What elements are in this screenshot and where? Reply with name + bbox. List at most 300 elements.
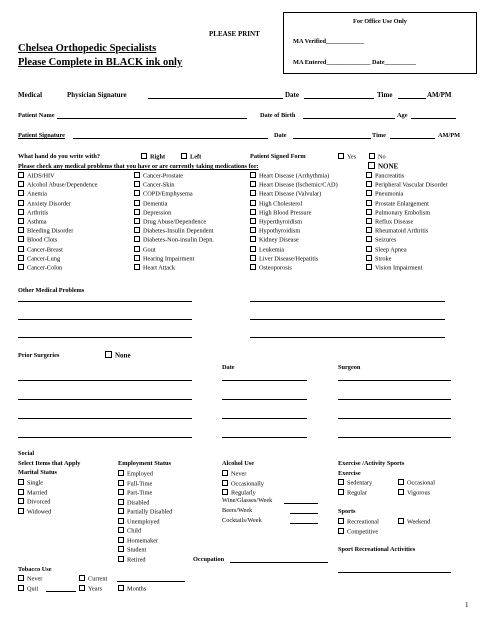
condition-item[interactable] bbox=[134, 218, 206, 227]
condition-checkbox[interactable] bbox=[250, 264, 256, 270]
recreational-label: Recreational bbox=[347, 518, 379, 526]
problems-prompt: Please check any medical problems that you have or are currently taking medications for: bbox=[18, 163, 259, 170]
condition-label: Leukemia bbox=[259, 246, 285, 254]
condition-item[interactable] bbox=[250, 246, 284, 255]
sedentary-label: Sedentary bbox=[347, 479, 373, 487]
condition-checkbox[interactable] bbox=[366, 172, 372, 178]
tobacco-years-checkbox[interactable] bbox=[79, 585, 85, 591]
surgery-line[interactable] bbox=[18, 418, 192, 419]
tobacco-quit-field[interactable] bbox=[46, 591, 76, 592]
condition-item[interactable] bbox=[250, 181, 338, 190]
cocktails-field[interactable] bbox=[290, 523, 318, 524]
condition-label: Gout bbox=[143, 246, 156, 254]
left-label: Left bbox=[190, 153, 202, 161]
condition-label: Depression bbox=[143, 209, 172, 217]
regular-exercise-label: Regular bbox=[347, 489, 367, 497]
beers-label: Beers/Week bbox=[222, 507, 253, 514]
surgery-date-line[interactable] bbox=[222, 380, 307, 381]
employment-status-checkbox[interactable] bbox=[118, 499, 124, 505]
condition-checkbox[interactable] bbox=[134, 255, 140, 261]
condition-checkbox[interactable] bbox=[250, 255, 256, 261]
no-checkbox[interactable] bbox=[369, 153, 375, 159]
tobacco-title: Tobacco Use bbox=[18, 566, 52, 573]
tobacco-quit-option[interactable] bbox=[18, 585, 38, 594]
condition-label: Alcohol Abuse/Dependence bbox=[27, 181, 98, 189]
competitive-checkbox[interactable] bbox=[338, 528, 344, 534]
marital-status-item[interactable] bbox=[18, 498, 50, 507]
medical-label: Medical bbox=[18, 91, 43, 99]
patient-name-field[interactable] bbox=[57, 118, 247, 119]
marital-status-checkbox[interactable] bbox=[18, 479, 24, 485]
surgeon-line[interactable] bbox=[338, 399, 451, 400]
tobacco-current-field[interactable] bbox=[117, 581, 185, 582]
condition-checkbox[interactable] bbox=[18, 209, 24, 215]
cocktails-label: Cocktails/Week bbox=[222, 517, 262, 524]
condition-item[interactable] bbox=[250, 236, 299, 245]
alcohol-use-checkbox[interactable] bbox=[222, 480, 228, 486]
patient-ampm-label: AM/PM bbox=[438, 132, 461, 139]
please-print-label: PLEASE PRINT bbox=[209, 30, 260, 38]
condition-checkbox[interactable] bbox=[134, 200, 140, 206]
alcohol-use-checkbox[interactable] bbox=[222, 470, 228, 476]
patient-time-field[interactable] bbox=[390, 138, 435, 139]
condition-item[interactable] bbox=[134, 227, 213, 236]
wine-label: Wine/Glasses/Week bbox=[222, 497, 273, 504]
recreational-checkbox[interactable] bbox=[338, 518, 344, 524]
surgeon-line[interactable] bbox=[338, 437, 451, 438]
other-problem-line[interactable] bbox=[18, 301, 192, 302]
prior-surgeries-title: Prior Surgeries bbox=[18, 352, 60, 359]
condition-checkbox[interactable] bbox=[366, 218, 372, 224]
condition-checkbox[interactable] bbox=[18, 227, 24, 233]
tobacco-months-label: Months bbox=[127, 585, 147, 593]
employment-status-label: Employed bbox=[127, 470, 153, 478]
vigorous-checkbox[interactable] bbox=[398, 489, 404, 495]
weekend-option[interactable] bbox=[398, 518, 430, 527]
office-use-box bbox=[283, 12, 477, 74]
employment-status-item[interactable] bbox=[118, 537, 158, 546]
surgeon-line[interactable] bbox=[338, 418, 451, 419]
ma-verified-field[interactable]: MA Verified____________ bbox=[293, 38, 364, 45]
medical-date-label: Date bbox=[285, 91, 299, 99]
condition-item[interactable] bbox=[18, 209, 48, 218]
employment-status-checkbox[interactable] bbox=[118, 527, 124, 533]
condition-item[interactable] bbox=[18, 181, 97, 190]
yes-checkbox[interactable] bbox=[338, 153, 344, 159]
condition-item[interactable] bbox=[366, 181, 448, 190]
condition-label: Heart Disease (Ischemic/CAD) bbox=[259, 181, 338, 189]
tobacco-never-checkbox[interactable] bbox=[18, 575, 24, 581]
no-label: No bbox=[378, 153, 386, 161]
patient-signature-label: Patient Signature bbox=[18, 132, 65, 139]
tobacco-years-option[interactable] bbox=[79, 585, 102, 594]
condition-item[interactable] bbox=[250, 209, 311, 218]
employment-status-checkbox[interactable] bbox=[118, 537, 124, 543]
condition-label: Osteoporosis bbox=[259, 264, 292, 272]
marital-status-label: Single bbox=[27, 479, 44, 487]
employment-status-checkbox[interactable] bbox=[118, 508, 124, 514]
exercise-title: Exercise /Activity Sports bbox=[338, 460, 405, 467]
condition-checkbox[interactable] bbox=[18, 190, 24, 196]
weekend-label: Weekend bbox=[407, 518, 431, 526]
condition-item[interactable] bbox=[18, 200, 71, 209]
condition-checkbox[interactable] bbox=[134, 246, 140, 252]
condition-item[interactable] bbox=[366, 255, 391, 264]
other-problem-line[interactable] bbox=[250, 301, 445, 302]
tobacco-quit-checkbox[interactable] bbox=[18, 585, 24, 591]
condition-item[interactable] bbox=[18, 236, 57, 245]
condition-checkbox[interactable] bbox=[134, 190, 140, 196]
condition-checkbox[interactable] bbox=[18, 264, 24, 270]
condition-checkbox[interactable] bbox=[250, 246, 256, 252]
employment-status-item[interactable] bbox=[118, 546, 146, 555]
condition-item[interactable] bbox=[366, 227, 428, 236]
condition-item[interactable] bbox=[366, 264, 422, 273]
surgery-date-line[interactable] bbox=[222, 399, 307, 400]
employment-status-label: Child bbox=[127, 527, 141, 535]
occasional-exercise-option[interactable] bbox=[398, 479, 435, 488]
condition-checkbox[interactable] bbox=[18, 236, 24, 242]
alcohol-title: Alcohol Use bbox=[222, 460, 255, 467]
competitive-label: Competitive bbox=[347, 528, 379, 536]
medical-date-field[interactable] bbox=[304, 98, 374, 99]
condition-item[interactable] bbox=[366, 236, 396, 245]
condition-label: Hearing Impairment bbox=[143, 255, 195, 263]
condition-checkbox[interactable] bbox=[366, 227, 372, 233]
employment-status-item[interactable] bbox=[118, 489, 152, 498]
condition-item[interactable] bbox=[134, 181, 174, 190]
condition-label: Reflux Disease bbox=[375, 218, 414, 226]
condition-checkbox[interactable] bbox=[366, 209, 372, 215]
patient-date-field[interactable] bbox=[293, 138, 371, 139]
employment-status-checkbox[interactable] bbox=[118, 489, 124, 495]
condition-checkbox[interactable] bbox=[366, 200, 372, 206]
patient-time-label: Time bbox=[372, 132, 386, 139]
left-checkbox[interactable] bbox=[181, 153, 187, 159]
physician-signature-label: Physician Signature bbox=[67, 91, 127, 99]
condition-checkbox[interactable] bbox=[250, 236, 256, 242]
employment-status-checkbox[interactable] bbox=[118, 480, 124, 486]
age-field[interactable] bbox=[411, 118, 456, 119]
surgeon-line[interactable] bbox=[338, 380, 451, 381]
alcohol-use-item[interactable] bbox=[222, 480, 264, 489]
weekend-checkbox[interactable] bbox=[398, 518, 404, 524]
condition-item[interactable] bbox=[250, 218, 302, 227]
marital-status-checkbox[interactable] bbox=[18, 498, 24, 504]
condition-item[interactable] bbox=[250, 190, 321, 199]
regular-exercise-option[interactable] bbox=[338, 489, 367, 498]
employment-status-item[interactable] bbox=[118, 470, 153, 479]
employment-status-checkbox[interactable] bbox=[118, 546, 124, 552]
exercise-sub: Exercise bbox=[338, 470, 361, 477]
condition-item[interactable] bbox=[134, 200, 167, 209]
sedentary-option[interactable] bbox=[338, 479, 372, 488]
tobacco-current-label: Current bbox=[88, 575, 108, 583]
condition-label: Arthritis bbox=[27, 209, 49, 217]
condition-label: Cancer-Skin bbox=[143, 181, 175, 189]
occupation-field[interactable] bbox=[230, 562, 328, 563]
dob-label: Date of Birth bbox=[260, 112, 296, 119]
condition-item[interactable] bbox=[18, 172, 55, 181]
surgeries-none-label: None bbox=[115, 351, 131, 360]
condition-item[interactable] bbox=[134, 190, 193, 199]
patient-date-label: Date bbox=[274, 132, 287, 139]
other-problem-line[interactable] bbox=[250, 319, 445, 320]
condition-label: COPD/Emphysema bbox=[143, 190, 193, 198]
employment-status-label: Homemaker bbox=[127, 537, 159, 544]
wine-field[interactable] bbox=[284, 503, 318, 504]
condition-label: Peripheral Vascular Disorder bbox=[375, 181, 448, 189]
condition-label: Dementia bbox=[143, 200, 168, 208]
medical-time-field[interactable] bbox=[398, 98, 426, 99]
condition-label: Stroke bbox=[375, 255, 392, 263]
condition-item[interactable] bbox=[18, 227, 73, 236]
alcohol-use-checkbox[interactable] bbox=[222, 489, 228, 495]
condition-checkbox[interactable] bbox=[366, 255, 372, 261]
surgery-line[interactable] bbox=[18, 437, 192, 438]
surgery-date-line[interactable] bbox=[222, 437, 307, 438]
employment-status-label: Unemployed bbox=[127, 518, 160, 525]
condition-checkbox[interactable] bbox=[134, 236, 140, 242]
other-problem-line[interactable] bbox=[250, 337, 445, 338]
tobacco-never-option[interactable] bbox=[18, 575, 42, 584]
condition-label: Pancreatitis bbox=[375, 172, 405, 180]
marital-status-checkbox[interactable] bbox=[18, 508, 24, 514]
alcohol-use-label: Regularly bbox=[231, 489, 256, 497]
social-title: Social bbox=[18, 450, 35, 457]
condition-checkbox[interactable] bbox=[18, 246, 24, 252]
condition-item[interactable] bbox=[250, 200, 302, 209]
surgery-line[interactable] bbox=[18, 399, 192, 400]
condition-item[interactable] bbox=[250, 172, 329, 181]
none-label: NONE bbox=[378, 162, 399, 171]
left-hand-option[interactable] bbox=[181, 153, 201, 161]
condition-label: Cancer-Breast bbox=[27, 246, 63, 254]
condition-checkbox[interactable] bbox=[134, 181, 140, 187]
condition-label: High Cholesterol bbox=[259, 200, 303, 208]
condition-item[interactable] bbox=[134, 264, 175, 273]
none-checkbox[interactable] bbox=[368, 162, 375, 169]
tobacco-months-option[interactable] bbox=[118, 585, 146, 594]
patient-signature-field[interactable] bbox=[73, 138, 268, 139]
employment-status-label: Partially Disabled bbox=[127, 508, 173, 516]
condition-checkbox[interactable] bbox=[250, 227, 256, 233]
marital-status-title: Marital Status bbox=[18, 469, 58, 476]
condition-item[interactable] bbox=[366, 200, 429, 209]
condition-item[interactable] bbox=[366, 190, 403, 199]
condition-checkbox[interactable] bbox=[366, 236, 372, 242]
condition-label: Rheumatoid Arthritis bbox=[375, 227, 429, 235]
marital-status-item[interactable] bbox=[18, 508, 51, 517]
tobacco-never-label: Never bbox=[27, 575, 43, 583]
condition-item[interactable] bbox=[366, 218, 413, 227]
right-checkbox[interactable] bbox=[141, 153, 147, 159]
signed-yes-option[interactable] bbox=[338, 153, 356, 161]
tobacco-months-checkbox[interactable] bbox=[118, 585, 124, 591]
surgeries-none-checkbox[interactable] bbox=[105, 351, 112, 358]
employment-status-title: Employment Status bbox=[118, 460, 172, 467]
condition-label: Heart Disease (Arrhythmia) bbox=[259, 172, 330, 180]
condition-item[interactable] bbox=[18, 190, 47, 199]
occupation-label: Occupation bbox=[193, 556, 225, 563]
yes-label: Yes bbox=[347, 153, 357, 161]
condition-checkbox[interactable] bbox=[18, 172, 24, 178]
other-problem-line[interactable] bbox=[18, 319, 192, 320]
condition-item[interactable] bbox=[250, 227, 300, 236]
condition-checkbox[interactable] bbox=[250, 172, 256, 178]
sport-activities-field[interactable] bbox=[338, 572, 451, 573]
employment-status-checkbox[interactable] bbox=[118, 556, 124, 562]
employment-status-item[interactable] bbox=[118, 508, 172, 517]
clinic-name: Chelsea Orthopedic Specialists bbox=[18, 43, 157, 54]
condition-label: Vision Impairment bbox=[375, 264, 423, 272]
sport-activities-title: Sport Recreational Activities bbox=[338, 546, 416, 553]
condition-label: Hypothyroidism bbox=[259, 227, 301, 235]
condition-checkbox[interactable] bbox=[18, 200, 24, 206]
condition-item[interactable] bbox=[250, 255, 318, 264]
condition-checkbox[interactable] bbox=[250, 209, 256, 215]
condition-checkbox[interactable] bbox=[134, 218, 140, 224]
select-items-label: Select Items that Apply bbox=[18, 460, 81, 467]
employment-status-label: Part-Time bbox=[127, 489, 153, 497]
condition-item[interactable] bbox=[134, 236, 214, 245]
ink-instruction: Please Complete in BLACK ink only bbox=[18, 57, 183, 68]
marital-status-checkbox[interactable] bbox=[18, 489, 24, 495]
alcohol-use-label: Never bbox=[231, 470, 247, 478]
condition-label: Pulmonary Embolism bbox=[375, 209, 431, 217]
tobacco-years-label: Years bbox=[88, 585, 103, 593]
condition-item[interactable] bbox=[134, 172, 183, 181]
marital-status-item[interactable] bbox=[18, 479, 43, 488]
beers-field[interactable] bbox=[290, 513, 318, 514]
regular-exercise-checkbox[interactable] bbox=[338, 489, 344, 495]
condition-checkbox[interactable] bbox=[366, 190, 372, 196]
condition-label: Liver Disease/Hepatitis bbox=[259, 255, 319, 263]
hand-question: What hand do you write with? bbox=[18, 153, 101, 160]
marital-status-item[interactable] bbox=[18, 489, 47, 498]
other-problem-line[interactable] bbox=[18, 337, 192, 338]
sedentary-checkbox[interactable] bbox=[338, 479, 344, 485]
condition-label: Cancer-Colon bbox=[27, 264, 63, 272]
condition-item[interactable] bbox=[18, 246, 63, 255]
alcohol-use-item[interactable] bbox=[222, 470, 246, 479]
condition-label: Bleeding Disorder bbox=[27, 227, 74, 235]
employment-status-item[interactable] bbox=[118, 527, 141, 536]
condition-label: Prostate Enlargement bbox=[375, 200, 429, 208]
right-hand-option[interactable] bbox=[141, 153, 165, 161]
medical-time-label: Time bbox=[377, 91, 393, 99]
condition-label: Kidney Disease bbox=[259, 236, 299, 244]
ma-entered-field[interactable]: MA Entered______________ Date__________ bbox=[293, 59, 417, 66]
condition-item[interactable] bbox=[18, 264, 62, 273]
condition-checkbox[interactable] bbox=[366, 246, 372, 252]
employment-status-checkbox[interactable] bbox=[118, 470, 124, 476]
condition-checkbox[interactable] bbox=[250, 181, 256, 187]
occasional-exercise-checkbox[interactable] bbox=[398, 479, 404, 485]
recreational-option[interactable] bbox=[338, 518, 379, 527]
condition-checkbox[interactable] bbox=[366, 264, 372, 270]
competitive-option[interactable] bbox=[338, 528, 378, 537]
condition-item[interactable] bbox=[18, 218, 47, 227]
tobacco-current-checkbox[interactable] bbox=[79, 575, 85, 581]
condition-item[interactable] bbox=[134, 246, 156, 255]
condition-label: Anxiety Disorder bbox=[27, 200, 71, 208]
condition-checkbox[interactable] bbox=[134, 172, 140, 178]
surgery-date-line[interactable] bbox=[222, 418, 307, 419]
condition-label: Drug Abuse/Dependence bbox=[143, 218, 207, 226]
condition-item[interactable] bbox=[18, 255, 60, 264]
tobacco-current-option[interactable] bbox=[79, 575, 107, 584]
employment-status-label: Student bbox=[127, 546, 147, 554]
condition-checkbox[interactable] bbox=[18, 255, 24, 261]
condition-item[interactable] bbox=[366, 172, 404, 181]
dob-field[interactable] bbox=[303, 118, 395, 119]
condition-checkbox[interactable] bbox=[134, 227, 140, 233]
surgery-date-header: Date bbox=[222, 364, 235, 371]
condition-item[interactable] bbox=[134, 209, 171, 218]
other-problems-title: Other Medical Problems bbox=[18, 287, 85, 294]
employment-status-item[interactable] bbox=[118, 556, 146, 565]
page-number: 1 bbox=[465, 601, 469, 609]
surgeries-none-option[interactable] bbox=[105, 351, 131, 360]
condition-label: Seizures bbox=[375, 236, 397, 244]
vigorous-label: Vigorous bbox=[407, 489, 431, 497]
condition-label: Anemia bbox=[27, 190, 47, 198]
physician-signature-field[interactable] bbox=[148, 98, 283, 99]
none-option[interactable] bbox=[368, 162, 398, 171]
condition-item[interactable] bbox=[366, 246, 407, 255]
condition-checkbox[interactable] bbox=[366, 181, 372, 187]
employment-status-label: Full-Time bbox=[127, 480, 153, 487]
condition-checkbox[interactable] bbox=[18, 181, 24, 187]
condition-item[interactable] bbox=[134, 255, 194, 264]
occasional-exercise-label: Occasional bbox=[407, 479, 435, 487]
vigorous-option[interactable] bbox=[398, 489, 430, 498]
condition-label: Cancer-Prostate bbox=[143, 172, 184, 180]
employment-status-label: Disabled bbox=[127, 499, 150, 506]
surgery-line[interactable] bbox=[18, 380, 192, 381]
signed-no-option[interactable] bbox=[369, 153, 386, 161]
condition-checkbox[interactable] bbox=[250, 190, 256, 196]
medical-ampm-label: AM/PM bbox=[427, 91, 452, 99]
condition-item[interactable] bbox=[366, 209, 430, 218]
marital-status-label: Divorced bbox=[27, 498, 51, 506]
condition-label: Heart Attack bbox=[143, 264, 175, 272]
condition-item[interactable] bbox=[250, 264, 292, 273]
employment-status-checkbox[interactable] bbox=[118, 518, 124, 524]
marital-status-label: Widowed bbox=[27, 508, 52, 515]
employment-status-item[interactable] bbox=[118, 480, 152, 489]
condition-checkbox[interactable] bbox=[250, 218, 256, 224]
age-label: Age bbox=[397, 112, 408, 119]
signed-form-label: Patient Signed Form bbox=[250, 153, 306, 160]
condition-checkbox[interactable] bbox=[134, 209, 140, 215]
employment-status-item[interactable] bbox=[118, 518, 160, 527]
condition-label: Pneumonia bbox=[375, 190, 404, 198]
patient-name-label: Patient Name bbox=[18, 112, 55, 119]
right-label: Right bbox=[150, 153, 166, 161]
employment-status-item[interactable] bbox=[118, 499, 149, 508]
condition-label: Sleep Apnea bbox=[375, 246, 407, 254]
condition-label: Asthma bbox=[27, 218, 47, 226]
employment-status-label: Retired bbox=[127, 556, 146, 563]
condition-checkbox[interactable] bbox=[18, 218, 24, 224]
condition-checkbox[interactable] bbox=[134, 264, 140, 270]
condition-label: Diabetes-Insulin Dependent bbox=[143, 227, 214, 235]
condition-label: AIDS/HIV bbox=[27, 172, 55, 180]
condition-label: Hyperthyroidism bbox=[259, 218, 303, 226]
condition-checkbox[interactable] bbox=[250, 200, 256, 206]
